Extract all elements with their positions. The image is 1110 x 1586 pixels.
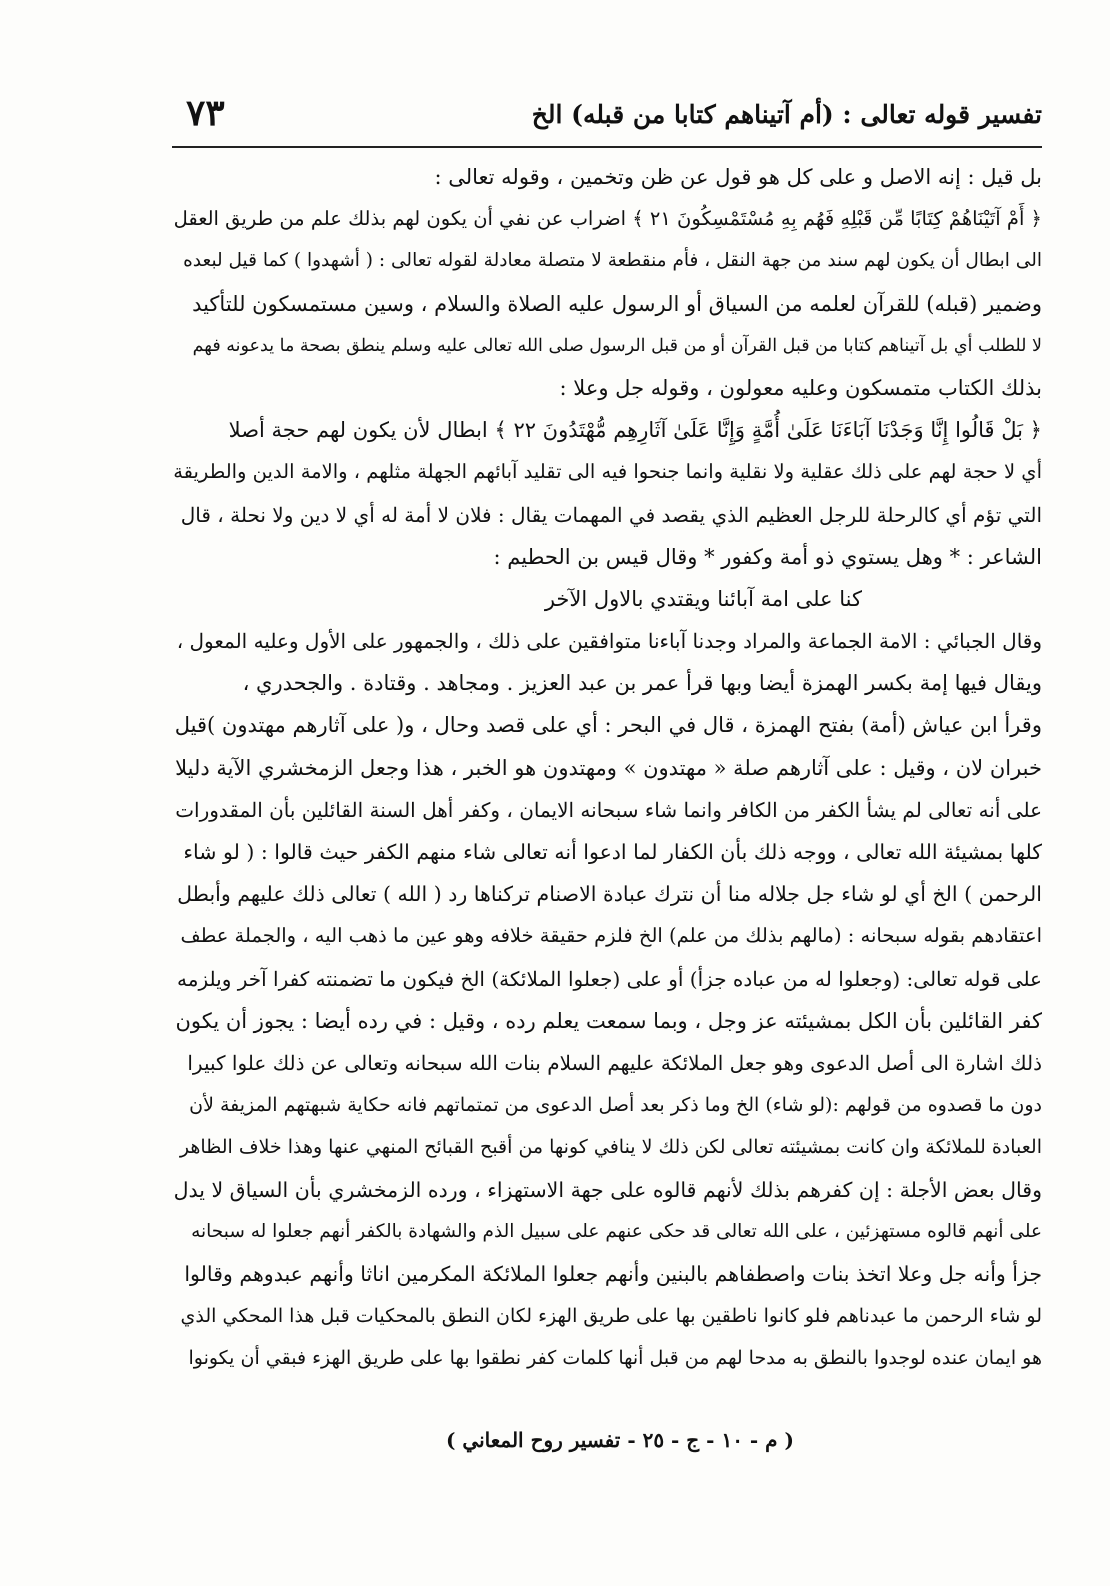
text-line: بذلك الكتاب متمسكون وعليه معولون ، وقوله جل وعلا : xyxy=(559,375,1042,400)
text-line: ويقال فيها إمة بكسر الهمزة أيضا وبها قرأ عمر بن عبد العزيز . ومجاهد . وقتادة . والجحدري ، xyxy=(242,671,1042,696)
text-line: الى ابطال أن يكون لهم سند من جهة النقل ، فأم منقطعة لا متصلة معادلة لقوله تعالى : ( أشهدوا ) كما قيل لبعده xyxy=(183,250,1042,272)
text-line: دون ما قصدوه من قولهم :(لو شاء) الخ وما ذكر بعد أصل الدعوى من تمتماتهم فانه حكاية شبهتهم المزيفة لأن xyxy=(189,1094,1042,1117)
text-line: على أنهم قالوه مستهزئين ، على الله تعالى قد حكى عنهم على سبيل الذم والشهادة بالكفر أنهم جعلوا له سبحانه xyxy=(191,1220,1042,1242)
text-line: جزأ وأنه جل وعلا اتخذ بنات واصطفاهم بالبنين وأنهم جعلوا الملائكة المكرمين اناثا وأنهم عبدوهم وقالوا xyxy=(184,1261,1042,1286)
text-line: على قوله تعالى: (وجعلوا له من عباده جزأ) أو على (جعلوا الملائكة) الخ فيكون ما تضمنته كفرا آخر ويلزمه xyxy=(177,966,1042,991)
text-line: ذلك اشارة الى أصل الدعوى وهو جعل الملائكة عليهم السلام بنات الله سبحانه وتعالى عن ذلك علوا كبيرا xyxy=(187,1050,1042,1075)
text-line: التي تؤم أي كالرحلة للرجل العظيم الذي يقصد في المهمات يقال : فلان لا أمة له أي لا دين ولا نحلة ، قال xyxy=(180,502,1042,527)
poetry-verse: كنا على امة آبائنا ويقتدي بالاول الآخر xyxy=(544,586,862,611)
text-line: وضمير (قبله) للقرآن لعلمه من السياق أو الرسول عليه الصلاة والسلام ، وسين مستمسكون للتأكيد xyxy=(192,291,1042,316)
text-line: وقال الجبائي : الامة الجماعة والمراد وجدنا آباءنا متوافقين على ذلك ، والجمهور على الأول وعليه المعول ، xyxy=(176,629,1042,654)
text-line: على أنه تعالى لم يشأ الكفر من الكافر وانما شاء سبحانه الايمان ، وكفر أهل السنة القائلين بأن المقدورات xyxy=(175,797,1042,822)
text-line: ﴿ أَمْ آتَيْنَاهُمْ كِتَابًا مِّن قَبْلِهِ فَهُم بِهِ مُسْتَمْسِكُونَ ٢١ ﴾ اضراب عن نفي أن يكون لهم بذلك علم من طريق العقل xyxy=(173,207,1042,231)
text-line: اعتقادهم بقوله سبحانه : (مالهم بذلك من علم) الخ فلزم حقيقة خلافه وهو عين ما ذهب اليه ، والجملة عطف xyxy=(180,924,1042,948)
text-line: أي لا حجة لهم على ذلك عقلية ولا نقلية وانما جنحوا فيه الى تقليد آبائهم الجهلة مثلهم ، والامة الدين والطريقة xyxy=(173,460,1042,484)
text-line: خبران لان ، وقيل : على آثارهم صلة « مهتدون » ومهتدون هو الخبر ، هذا وجعل الزمخشري الآية دليلا xyxy=(175,755,1042,780)
text-line: لو شاء الرحمن ما عبدناهم فلو كانوا ناطقين بها على طريق الهزء لكان النطق بالمحكيات قبل هذا المحكي الذي xyxy=(180,1305,1042,1328)
signature-mark: ( م - ١٠ - ج - ٢٥ - تفسير روح المعاني ) xyxy=(446,1428,794,1452)
body-text xyxy=(172,156,1042,1379)
running-header xyxy=(172,90,1042,142)
text-line: وقرأ ابن عياش (أمة) بفتح الهمزة ، قال في البحر : أي على قصد وحال ، و( على آثارهم مهتدون )قيل xyxy=(174,713,1042,738)
text-line: كفر القائلين بأن الكل بمشيئته عز وجل ، وبما سمعت يعلم رده ، وقيل : في رده أيضا : يجوز أن يكون xyxy=(175,1008,1042,1033)
page-number: ٧٣ xyxy=(186,92,225,134)
header-divider xyxy=(172,146,1042,148)
text-line: الشاعر : * وهل يستوي ذو أمة وكفور * وقال قيس بن الحطيم : xyxy=(493,544,1042,569)
text-line: العبادة للملائكة وان كانت بمشيئته تعالى لكن ذلك لا ينافي كونها من أقبح القبائح المنهي عنها وهذا خلاف الظاهر xyxy=(179,1136,1042,1159)
text-line: الرحمن ) الخ أي لو شاء جل جلاله منا أن نترك عبادة الاصنام تركناها رد ( الله ) تعالى ذلك عليهم وأبطل xyxy=(177,882,1042,907)
text-line: كلها بمشيئة الله تعالى ، ووجه ذلك بأن الكفار لما ادعوا أنه تعالى شاء منهم الكفر حيث قالوا : ( لو شاء xyxy=(183,840,1042,864)
text-line: هو ايمان عنده لوجدوا بالنطق به مدحا لهم من قبل أنها كلمات كفر نطقوا بها على طريق الهزء فبقي أن يكونوا xyxy=(188,1347,1042,1370)
text-line: بل قيل : إنه الاصل و على كل هو قول عن ظن وتخمين ، وقوله تعالى : xyxy=(434,165,1042,189)
running-title: تفسير قوله تعالى : (أم آتيناهم كتابا من قبله) الخ xyxy=(531,100,1042,129)
text-line: لا للطلب أي بل آتيناهم كتابا من قبل القرآن أو من قبل الرسول صلى الله تعالى عليه وسلم ينطق بصحة ما يدعونه فهم xyxy=(192,335,1042,356)
text-line: وقال بعض الأجلة : إن كفرهم بذلك لأنهم قالوه على جهة الاستهزاء ، ورده الزمخشري بأن السياق لا يدل xyxy=(173,1177,1042,1202)
text-line: ﴿ بَلْ قَالُوا إِنَّا وَجَدْنَا آبَاءَنَا عَلَىٰ أُمَّةٍ وَإِنَّا عَلَىٰ آثَارِهِم مُّهْتَدُونَ ٢٢ ﴾ ابطال لأن يكون لهم حجة أصلا xyxy=(228,418,1042,443)
